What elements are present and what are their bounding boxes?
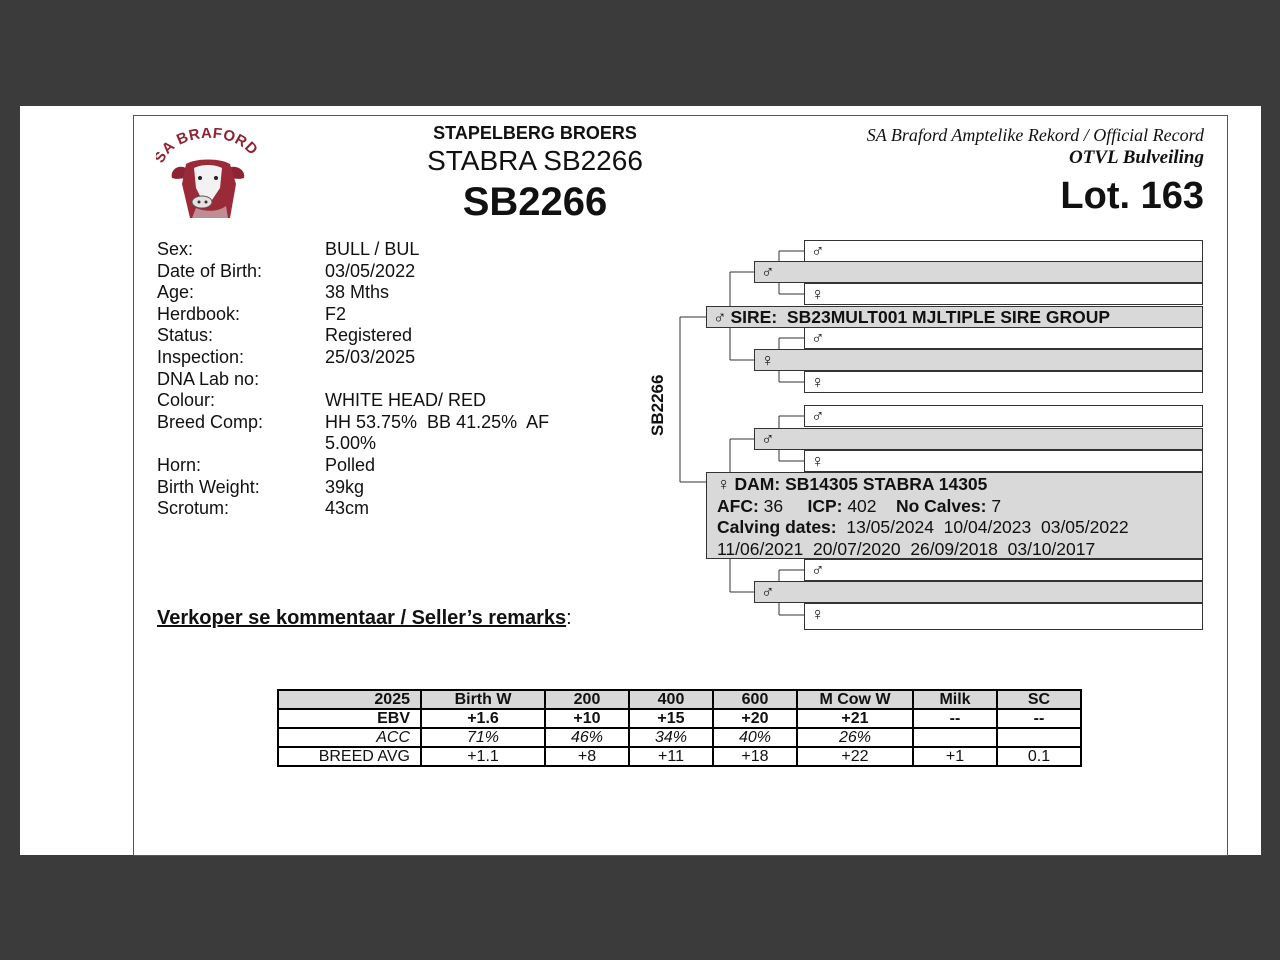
table-cell xyxy=(997,728,1081,747)
pedigree-sire-sire-dam xyxy=(804,283,1203,305)
female-symbol-icon: ♀ xyxy=(811,604,825,624)
dam-title-line xyxy=(717,474,1202,496)
detail-label: Colour: xyxy=(157,390,216,411)
pedigree-dam-sire xyxy=(754,428,1203,450)
table-header: Birth W xyxy=(421,690,545,709)
sire-name: SB23MULT001 MJLTIPLE SIRE GROUP xyxy=(786,307,1111,327)
detail-label: Horn: xyxy=(157,454,202,475)
table-cell: +10 xyxy=(545,709,629,728)
pedigree-animal-label: SB2266 xyxy=(648,374,667,436)
detail-label: Age: xyxy=(157,282,195,303)
icp-value: 402 xyxy=(847,495,877,516)
pedigree-dam-dam xyxy=(754,581,1203,603)
table-cell: -- xyxy=(997,709,1081,728)
detail-label: Date of Birth: xyxy=(157,260,263,281)
female-symbol-icon: ♀ xyxy=(811,451,825,471)
detail-value: 39kg xyxy=(325,476,365,497)
detail-label: DNA Lab no: xyxy=(157,368,260,389)
animal-id: SB2266 xyxy=(462,180,608,224)
table-cell: +22 xyxy=(797,747,913,766)
calving-dates-1: 13/05/2024 10/04/2023 03/05/2022 xyxy=(846,517,1129,537)
table-cell: EBV xyxy=(278,709,421,728)
table-cell: +1 xyxy=(913,747,997,766)
sire-prefix: SIRE: xyxy=(730,307,778,327)
dam-prefix: DAM: xyxy=(734,474,781,494)
detail-value: HH 53.75% BB 41.25% AF 5.00% xyxy=(325,411,555,454)
table-cell: 40% xyxy=(713,728,797,747)
sale-name: OTVL Bulveiling xyxy=(1069,147,1204,168)
pedigree-dam-sire-dam xyxy=(804,450,1203,472)
male-symbol-icon: ♂ xyxy=(713,307,727,327)
detail-value: BULL / BUL xyxy=(325,239,420,259)
detail-label: Scrotum: xyxy=(157,498,230,519)
pedigree-sire-dam-dam xyxy=(804,371,1203,393)
table-cell: +11 xyxy=(629,747,713,766)
pedigree-sire-dam xyxy=(754,349,1203,371)
table-cell: -- xyxy=(913,709,997,728)
afc-value: 36 xyxy=(763,495,784,516)
table-row-acc xyxy=(278,728,1081,747)
detail-value: 43cm xyxy=(325,498,370,519)
detail-value: WHITE HEAD/ RED xyxy=(325,390,487,411)
dam-calving-line-2 xyxy=(717,539,1202,560)
pedigree-sire-sire-sire xyxy=(804,240,1203,262)
table-header: M Cow W xyxy=(797,690,913,709)
seller-remarks-label: Verkoper se kommentaar / Seller’s remarks xyxy=(157,607,567,629)
female-symbol-icon: ♀ xyxy=(811,372,825,392)
breeder-name: STAPELBERG BROERS xyxy=(433,123,637,143)
table-header: 2025 xyxy=(278,690,421,709)
pedigree-dam xyxy=(706,472,1203,559)
table-cell: ACC xyxy=(278,728,421,747)
male-symbol-icon: ♂ xyxy=(761,262,775,282)
table-cell: +21 xyxy=(797,709,913,728)
male-symbol-icon: ♂ xyxy=(761,582,775,602)
ebv-header-row xyxy=(278,690,1081,709)
female-symbol-icon: ♀ xyxy=(761,350,775,370)
table-cell: 26% xyxy=(797,728,913,747)
afc-label: AFC: xyxy=(717,495,759,516)
icp-label: ICP: xyxy=(807,495,843,516)
calves-label: No Calves: xyxy=(895,495,987,516)
lot-number: Lot. 163 xyxy=(1060,175,1204,217)
detail-value: 03/05/2022 xyxy=(325,260,416,281)
detail-value: Polled xyxy=(325,454,376,475)
male-symbol-icon: ♂ xyxy=(761,429,775,449)
dam-calving-line-1 xyxy=(717,517,1202,539)
pedigree-dam-dam-dam xyxy=(804,603,1203,630)
detail-label: Breed Comp: xyxy=(157,411,264,432)
table-cell: 71% xyxy=(421,728,545,747)
seller-remarks-colon: : xyxy=(566,607,572,629)
table-cell: +1.1 xyxy=(421,747,545,766)
detail-label: Sex: xyxy=(157,239,194,259)
male-symbol-icon: ♂ xyxy=(811,241,825,261)
logo-text: A BRAFORD xyxy=(158,128,260,159)
table-row-ebv xyxy=(278,709,1081,728)
table-row-breed-avg xyxy=(278,747,1081,766)
table-cell: 46% xyxy=(545,728,629,747)
ebv-table xyxy=(277,689,1082,767)
male-symbol-icon: ♂ xyxy=(811,560,825,580)
female-symbol-icon: ♀ xyxy=(811,284,825,304)
table-header: SC xyxy=(997,690,1081,709)
animal-name: STABRA SB2266 xyxy=(427,145,643,176)
table-header: Milk xyxy=(913,690,997,709)
detail-value: 38 Mths xyxy=(325,282,390,303)
detail-label: Birth Weight: xyxy=(157,476,260,497)
dam-stats-line xyxy=(717,496,1202,518)
detail-value: 25/03/2025 xyxy=(325,346,416,367)
table-cell: +18 xyxy=(713,747,797,766)
male-symbol-icon: ♂ xyxy=(811,328,825,348)
pedigree-sire-sire xyxy=(754,261,1203,283)
pedigree-sire-dam-sire xyxy=(804,327,1203,349)
table-cell xyxy=(913,728,997,747)
dam-name: SB14305 STABRA 14305 xyxy=(785,474,988,494)
female-symbol-icon: ♀ xyxy=(717,474,731,494)
table-cell: +8 xyxy=(545,747,629,766)
table-cell: +20 xyxy=(713,709,797,728)
calving-dates-2: 11/06/2021 20/07/2020 26/09/2018 03/10/2017 xyxy=(717,538,1096,559)
table-cell: 34% xyxy=(629,728,713,747)
table-cell: 0.1 xyxy=(997,747,1081,766)
record-title: SA Braford Amptelike Rekord / Official Record xyxy=(866,125,1204,145)
pedigree-sire xyxy=(706,306,1203,328)
detail-value: F2 xyxy=(325,303,347,324)
table-cell: +1.6 xyxy=(421,709,545,728)
detail-label: Status: xyxy=(157,325,214,346)
pedigree-dam-dam-sire xyxy=(804,559,1203,581)
pedigree-dam-sire-sire xyxy=(804,405,1203,427)
detail-label: Herdbook: xyxy=(157,303,241,324)
table-header: 200 xyxy=(545,690,629,709)
calving-label: Calving dates: xyxy=(717,517,837,537)
detail-label: Inspection: xyxy=(157,346,245,367)
male-symbol-icon: ♂ xyxy=(811,406,825,426)
detail-value: Registered xyxy=(325,325,413,346)
table-header: 600 xyxy=(713,690,797,709)
table-header: 400 xyxy=(629,690,713,709)
table-cell: +15 xyxy=(629,709,713,728)
table-cell: BREED AVG xyxy=(278,747,421,766)
calves-value: 7 xyxy=(991,495,1002,516)
